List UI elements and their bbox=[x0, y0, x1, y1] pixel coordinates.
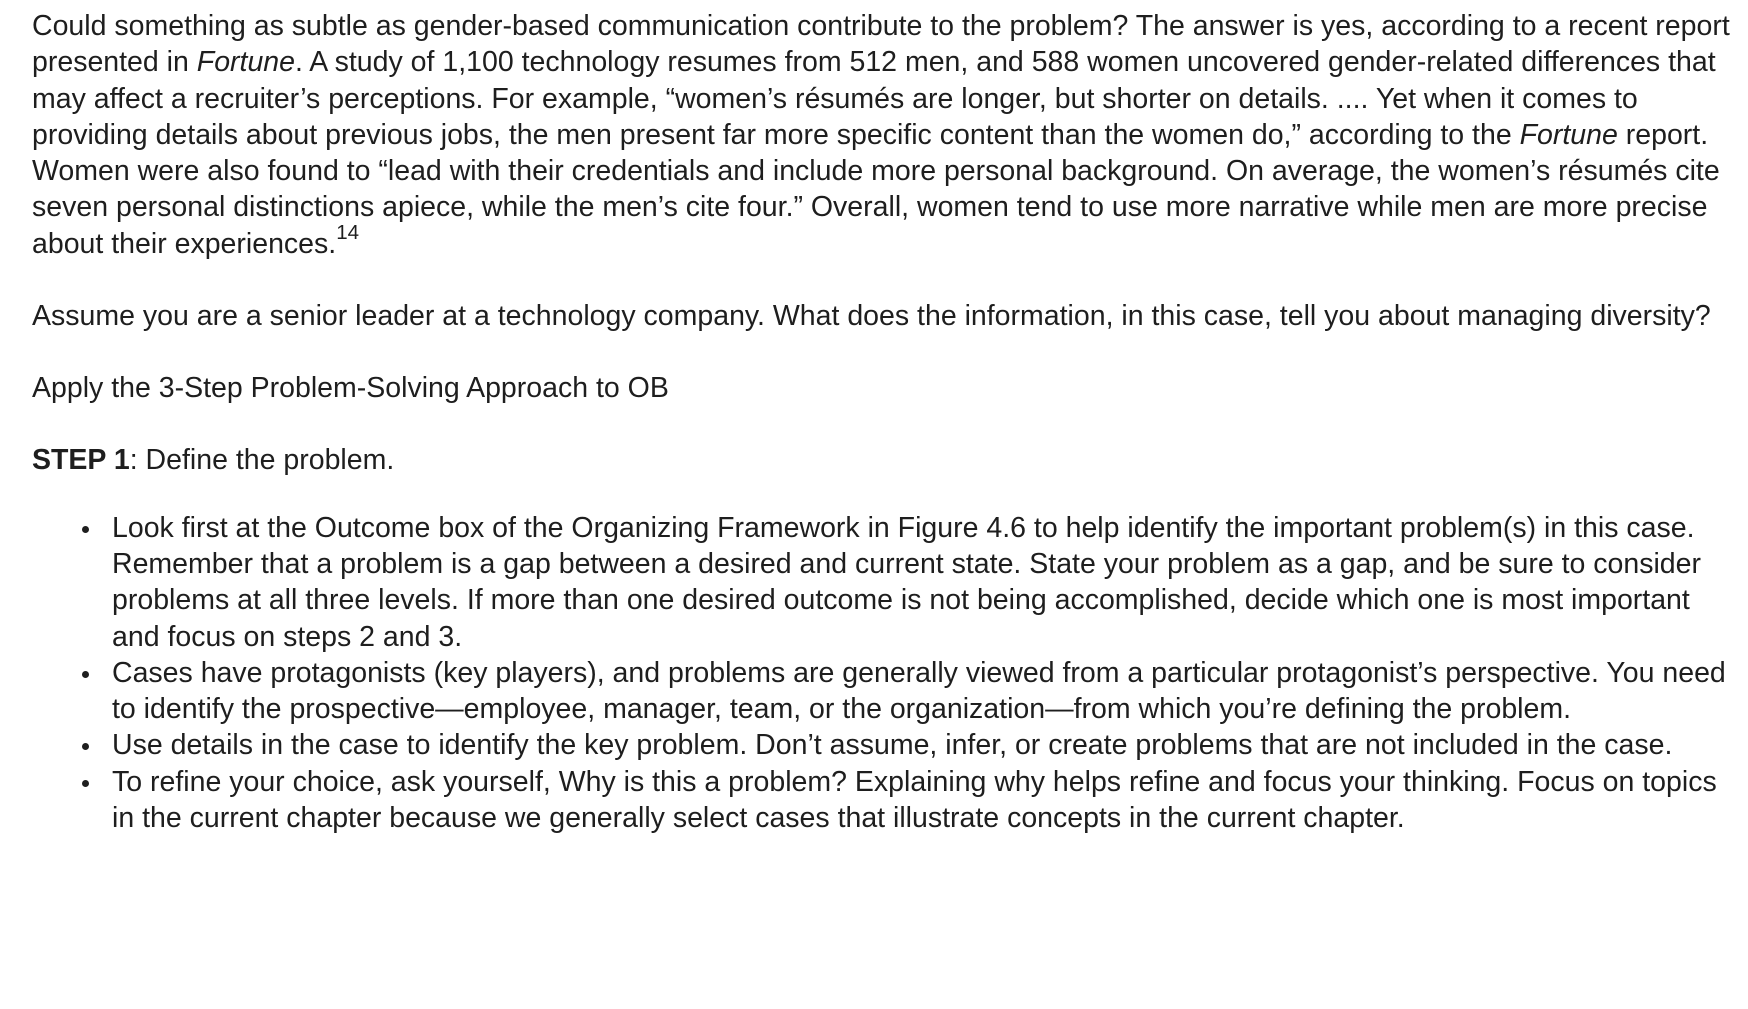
bullet-item: Use details in the case to identify the key problem. Don’t assume, infer, or create problems that are not included in the case. bbox=[112, 727, 1736, 763]
approach-heading: Apply the 3-Step Problem-Solving Approach to OB bbox=[32, 372, 669, 405]
bullet-item: Cases have protagonists (key players), and problems are generally viewed from a particular protagonist’s perspective. You need to identify the prospective—employee, manager, team, or the organization—from which you’re defining the problem. bbox=[112, 655, 1736, 727]
bullet-item: To refine your choice, ask yourself, Why is this a problem? Explaining why helps refine and focus your thinking. Focus on topics in the current chapter because we generally select cases that illustrate concepts in the current chapter. bbox=[112, 764, 1736, 836]
step-label: STEP 1 bbox=[32, 444, 130, 477]
source-citation: Fortune bbox=[1519, 118, 1618, 151]
source-citation: Fortune bbox=[196, 46, 296, 79]
intro-paragraph bbox=[32, 8, 1736, 262]
intro-text-3: report. Women were also found to “lead with their credentials and include more personal background. On average, the women’s résumés cite seven personal distinctions apiece, while the men’s cite four.” Overall, women tend to use more narrative while men are more precise about their experiences. bbox=[32, 118, 1720, 260]
step-description: : Define the problem. bbox=[129, 444, 395, 477]
step-1-bullet-list bbox=[32, 510, 1736, 836]
bullet-item: Look first at the Outcome box of the Organizing Framework in Figure 4.6 to help identify the important problem(s) in this case. Remember that a problem is a gap between a desired and current state. State your problem as a gap, and be sure to consider problems at all three levels. If more than one desired outcome is not being accomplished, decide which one is most important and focus on steps 2 and 3. bbox=[112, 510, 1736, 655]
question-paragraph: Assume you are a senior leader at a technology company. What does the information, in this case, tell you about managing diversity? bbox=[32, 300, 1711, 333]
intro-text-2: . A study of 1,100 technology resumes from 512 men, and 588 women uncovered gender-related differences that may affect a recruiter’s perceptions. For example, “women’s résumés are longer, but shorter on details. .... Yet when it comes to providing details about previous jobs, the men present far more specific content than the women do,” according to the bbox=[32, 46, 1716, 151]
footnote-marker: 14 bbox=[336, 221, 360, 245]
step-1-heading bbox=[32, 442, 1736, 478]
intro-text-1: Could something as subtle as gender-based communication contribute to the problem? The answer is yes, according to a recent report presented in bbox=[32, 10, 1730, 79]
